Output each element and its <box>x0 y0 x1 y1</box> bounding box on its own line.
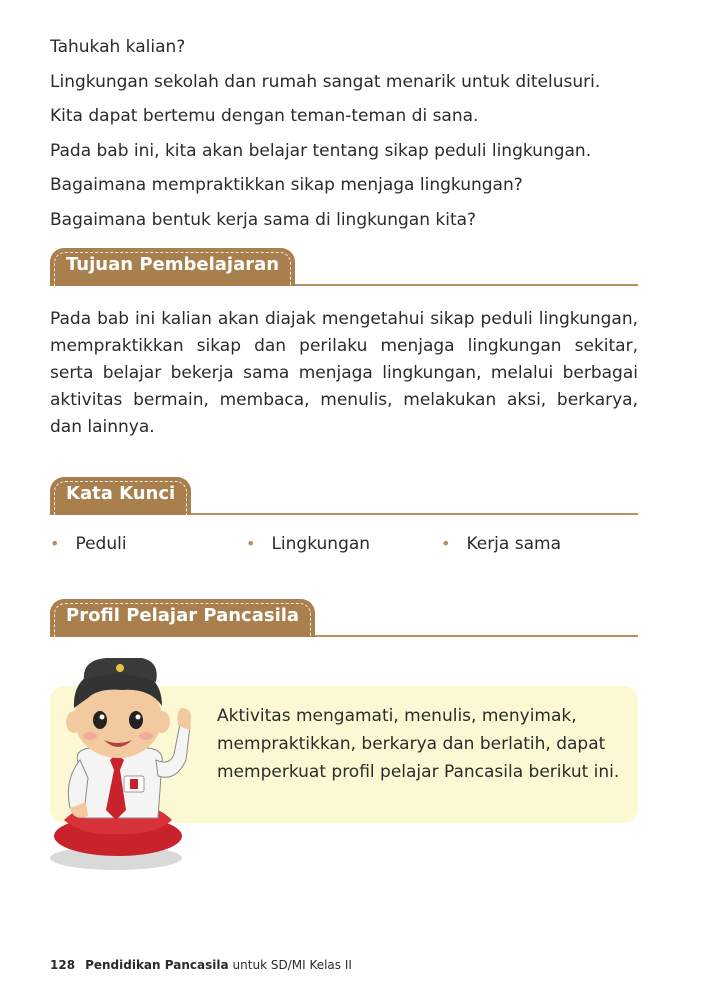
intro-line: Bagaimana bentuk kerja sama di lingkungan kita? <box>50 209 477 230</box>
profil-section-header <box>50 596 638 640</box>
bullet-icon: • <box>50 534 60 553</box>
book-title: Pendidikan Pancasila <box>85 958 229 972</box>
keyword-list <box>50 534 638 564</box>
student-character-illustration <box>44 650 194 875</box>
keyword-label: Peduli <box>75 534 127 554</box>
intro-text <box>50 30 650 237</box>
profil-body-text: Aktivitas mengamati, menulis, menyimak, mempraktikkan, berkarya dan berlatih, dapat memperkuat profil pelajar Pancasila berikut ini. <box>217 706 620 782</box>
keyword-item <box>50 534 127 554</box>
intro-line: Kita dapat bertemu dengan teman-teman di sana. <box>50 106 479 126</box>
page-footer <box>50 958 352 972</box>
intro-line: Tahukah kalian? <box>50 37 186 57</box>
bullet-icon: • <box>246 534 256 553</box>
tujuan-section-header <box>50 245 638 289</box>
intro-line: Bagaimana mempraktikkan sikap menjaga lingkungan? <box>50 175 523 195</box>
bullet-icon: • <box>441 534 451 553</box>
page-number: 128 <box>50 958 76 972</box>
keyword-label: Lingkungan <box>271 534 371 554</box>
kata-kunci-section-title: Kata Kunci <box>50 477 191 515</box>
tujuan-body-text: Pada bab ini kalian akan diajak mengetahui sikap peduli lingkungan, mempraktikkan sikap dan perilaku menjaga lingkungan sekitar, serta belajar bekerja sama menjaga lingkungan, melalui berbagai aktivitas bermain, membaca, menulis, melakukan aksi, berkarya, dan lainnya. <box>50 309 638 437</box>
keyword-item <box>441 534 561 554</box>
keyword-label: Kerja sama <box>466 534 561 554</box>
profil-section-title: Profil Pelajar Pancasila <box>50 599 315 637</box>
keyword-item <box>246 534 370 554</box>
intro-line: Pada bab ini, kita akan belajar tentang sikap peduli lingkungan. <box>50 140 592 161</box>
tujuan-section-title: Tujuan Pembelajaran <box>50 248 295 286</box>
intro-line: Lingkungan sekolah dan rumah sangat menarik untuk ditelusuri. <box>50 71 601 92</box>
kata-kunci-section-header <box>50 474 638 518</box>
book-subtitle: untuk SD/MI Kelas II <box>232 958 352 972</box>
